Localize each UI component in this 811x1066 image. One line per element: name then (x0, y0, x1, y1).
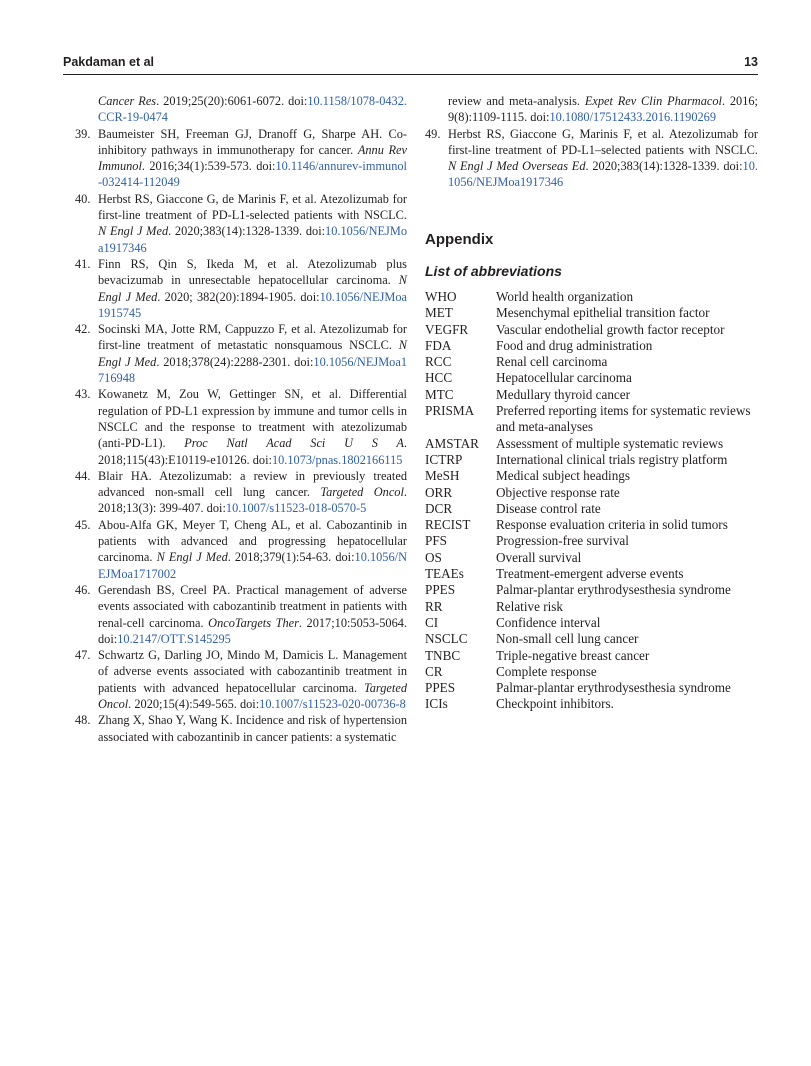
reference-segment: Herbst RS, Giaccone G, Marinis F, et al. Atezolizumab for first-line treatment of PD-L1–selected patients with NSCLC. (448, 126, 758, 157)
abbreviation-code: HCC (425, 370, 453, 386)
reference-item (75, 517, 407, 582)
reference-text (98, 713, 407, 743)
abbreviation-meaning: World health organization (496, 289, 634, 304)
abbreviation-meaning: Vascular endothelial growth factor receptor (496, 321, 725, 337)
abbreviation-meaning: Response evaluation criteria in solid tumors (496, 517, 728, 533)
reference-segment: . 2017;10:5053-5064. doi: (98, 615, 407, 646)
abbreviations-subheading: List of abbreviations (425, 263, 562, 279)
page-header (63, 55, 758, 73)
abbreviation-code: TEAEs (425, 566, 464, 582)
doi-link[interactable]: 10.1056/NEJMoa1716948 (98, 354, 407, 386)
abbreviation-row (425, 648, 765, 664)
reference-text (98, 387, 407, 466)
journal-name: N Engl J Med (98, 338, 407, 369)
reference-segment: . 2019;25(20):6061-6072. doi: (156, 94, 308, 108)
reference-segment: . 2018;115(43):E10119-e10126. doi: (98, 436, 407, 467)
reference-number: 49. (425, 126, 441, 141)
reference-text (98, 583, 407, 646)
reference-segment: review and meta-analysis. (448, 94, 585, 108)
reference-item (75, 191, 407, 256)
reference-item (75, 321, 407, 386)
journal-name: Expet Rev Clin Pharmacol (584, 94, 722, 108)
abbreviation-meaning: Progression-free survival (496, 533, 629, 549)
reference-item (75, 468, 407, 517)
doi-link[interactable]: 10.1056/NEJMoa1717002 (98, 550, 407, 581)
abbreviation-code: PPES (425, 680, 456, 696)
abbreviation-row (425, 533, 765, 549)
abbreviation-row (425, 468, 765, 484)
abbreviation-meaning: Relative risk (496, 598, 564, 614)
reference-item (75, 256, 407, 321)
reference-number: 47. (75, 648, 91, 663)
journal-name: Targeted Oncol (320, 485, 404, 500)
reference-segment: . 2020;383(14):1328-1339. doi: (168, 224, 326, 239)
abbreviation-meaning: Overall survival (496, 549, 582, 565)
reference-text (98, 518, 407, 581)
reference-text (448, 94, 758, 124)
doi-link[interactable]: 10.1073/pnas.1802166115 (271, 452, 403, 467)
reference-number: 41. (75, 256, 91, 271)
reference-number: 44. (75, 468, 91, 483)
doi-link[interactable]: 10.1007/s11523-018-0570-5 (225, 501, 367, 516)
reference-segment: Kowanetz M, Zou W, Gettinger SN, et al. Differential regulation of PD-L1 expression by immune and tumor cells in NSCLC and the response to treatment with atezolizumab (anti-PD-L1). (98, 387, 407, 451)
reference-segment: Abou-Alfa GK, Meyer T, Cheng AL, et al. Cabozantinib in patients with advanced and progressing hepatocellular carcinoma. (98, 517, 407, 565)
reference-segment: Blair HA. Atezolizumab: a review in previously treated advanced non-small cell lung cancer. (98, 468, 407, 500)
abbreviation-row (425, 485, 765, 501)
reference-number: 46. (75, 582, 91, 597)
reference-number: 40. (75, 191, 91, 206)
reference-text (98, 192, 407, 255)
abbreviation-meaning: Non-small cell lung cancer (496, 631, 639, 647)
journal-name: Annu Rev Immunol (98, 142, 407, 174)
doi-link[interactable]: 10.1056/NEJMoa1917346 (448, 159, 758, 190)
doi-link[interactable]: 10.1007/s11523-020-00736-8 (259, 696, 406, 711)
abbreviation-row (425, 354, 765, 370)
reference-segment: Schwartz G, Darling JO, Mindo M, Damicis L. Management of adverse events associated with cabozantinib treatment in patients with advanced hepatocellular carcinoma. (98, 648, 407, 695)
reference-segment: . 2018;13(3): 399-407. doi: (98, 485, 408, 516)
reference-segment: . 2018;378(24):2288-2301. doi: (156, 354, 314, 369)
abbreviation-meaning: Preferred reporting items for systematic reviews and meta-analyses (496, 403, 751, 435)
reference-segment: Zhang X, Shao Y, Wang K. Incidence and risk of hypertension associated with cabozantinib in cancer patients: a systematic (98, 713, 407, 744)
abbreviation-meaning: Assessment of multiple systematic reviews (496, 435, 724, 451)
abbreviation-code: WHO (425, 289, 457, 304)
header-rule (63, 74, 758, 75)
abbreviation-code: AMSTAR (425, 435, 479, 451)
journal-name: Targeted Oncol (98, 680, 407, 711)
reference-text (98, 322, 407, 385)
abbreviation-row (425, 615, 765, 631)
abbreviation-row (425, 305, 765, 321)
abbreviation-code: MET (425, 305, 453, 321)
reference-item (75, 93, 407, 126)
reference-text (98, 469, 407, 516)
reference-text (98, 648, 407, 711)
abbreviation-meaning: Checkpoint inhibitors. (496, 696, 614, 712)
abbreviation-row (425, 696, 765, 712)
doi-link[interactable]: 10.1056/NEJMoa1917346 (98, 224, 407, 255)
abbreviation-meaning: Triple-negative breast cancer (496, 647, 650, 663)
doi-link[interactable]: 10.1056/NEJMoa1915745 (98, 289, 407, 320)
page-number: 13 (744, 55, 758, 69)
reference-item (75, 126, 407, 191)
abbreviation-meaning: Medullary thyroid cancer (496, 386, 631, 402)
abbreviation-row (425, 599, 765, 615)
abbreviation-row (425, 582, 765, 598)
abbreviation-row (425, 338, 765, 354)
abbreviation-meaning: Objective response rate (496, 484, 620, 500)
reference-segment: . 2020;383(14):1328-1339. doi: (585, 159, 743, 174)
journal-name: N Engl J Med (98, 224, 169, 239)
journal-name: N Engl J Med (98, 273, 407, 304)
doi-link[interactable]: 10.2147/OTT.S145295 (117, 631, 231, 646)
abbreviation-code: PFS (425, 533, 448, 549)
abbreviation-row (425, 664, 765, 680)
abbreviation-code: PPES (425, 582, 456, 598)
abbreviation-meaning: Complete response (496, 663, 597, 679)
reference-item (75, 647, 407, 712)
reference-number: 43. (75, 387, 91, 402)
abbreviation-code: VEGFR (425, 321, 469, 337)
abbreviation-code: MTC (425, 386, 454, 402)
abbreviation-code: TNBC (425, 647, 461, 663)
reference-segment: . 2016; 9(8):1109-1115. doi: (448, 94, 758, 125)
reference-list-left (75, 93, 407, 745)
reference-item (425, 93, 758, 126)
abbreviation-row (425, 501, 765, 517)
journal-name: N Engl J Med (156, 550, 228, 565)
running-author: Pakdaman et al (63, 55, 155, 69)
left-column (75, 93, 407, 745)
reference-text (448, 127, 758, 190)
journal-name: OncoTargets Ther (208, 615, 299, 630)
abbreviation-row (425, 517, 765, 533)
appendix-heading: Appendix (425, 231, 494, 248)
abbreviation-meaning: Palmar-plantar erythrodysesthesia syndrome (496, 680, 731, 696)
reference-segment: Socinski MA, Jotte RM, Cappuzzo F, et al. Atezolizumab for first-line treatment of metastatic nonsquamous NSCLC. (98, 322, 407, 353)
abbreviation-code: CR (425, 663, 443, 679)
abbreviation-code: NSCLC (425, 631, 468, 647)
reference-text (98, 257, 407, 320)
abbreviation-meaning: Palmar-plantar erythrodysesthesia syndrome (496, 582, 731, 598)
abbreviation-row (425, 289, 765, 305)
abbreviation-table (425, 289, 765, 713)
abbreviation-row (425, 452, 765, 468)
reference-number: 48. (75, 713, 91, 728)
abbreviation-row (425, 387, 765, 403)
abbreviation-row (425, 550, 765, 566)
abbreviation-meaning: Treatment-emergent adverse events (496, 566, 684, 582)
reference-segment: Finn RS, Qin S, Ikeda M, et al. Atezolizumab plus bevacizumab in unresectable hepatocellular carcinoma. (98, 256, 407, 288)
reference-segment: . 2020; 382(20):1894-1905. doi: (157, 289, 320, 304)
doi-link[interactable]: 10.1158/1078-0432.CCR-19-0474 (98, 94, 407, 125)
abbreviation-meaning: International clinical trials registry platform (496, 451, 728, 467)
reference-item (75, 386, 407, 467)
doi-link[interactable]: 10.1146/annurev-immunol-032414-112049 (98, 159, 407, 190)
abbreviation-code: PRISMA (425, 403, 475, 419)
abbreviation-code: RCC (425, 354, 452, 370)
abbreviation-meaning: Hepatocellular carcinoma (496, 370, 632, 386)
reference-segment: Gerendash BS, Creel PA. Practical management of adverse events associated with cabozantinib treatment in patients with renal-cell carcinoma. (98, 582, 407, 630)
reference-text (98, 127, 407, 190)
journal-name: Proc Natl Acad Sci U S A (184, 436, 404, 451)
abbreviation-code: ORR (425, 484, 453, 500)
journal-name: N Engl J Med Overseas Ed (448, 159, 586, 174)
abbreviation-meaning: Medical subject headings (496, 468, 631, 484)
reference-item (75, 712, 407, 745)
abbreviation-row (425, 631, 765, 647)
journal-name: Cancer Res (98, 94, 157, 108)
doi-link[interactable]: 10.1080/17512433.2016.1190269 (549, 110, 717, 125)
abbreviation-code: MeSH (425, 468, 460, 484)
reference-item (425, 126, 758, 191)
reference-text (98, 94, 407, 124)
abbreviation-row (425, 322, 765, 338)
reference-segment: . 2020;15(4):549-565. doi: (128, 696, 260, 711)
reference-segment: . 2016;34(1):539-573. doi: (141, 159, 276, 174)
reference-list-right (425, 93, 758, 191)
abbreviation-meaning: Food and drug administration (496, 337, 653, 353)
abbreviation-row (425, 403, 765, 436)
reference-segment: Baumeister SH, Freeman GJ, Dranoff G, Sharpe AH. Co-inhibitory pathways in immunotherapy for cancer. (98, 126, 407, 157)
abbreviation-code: RECIST (425, 517, 471, 533)
abbreviation-meaning: Mesenchymal epithelial transition factor (496, 305, 710, 321)
reference-number: 42. (75, 322, 91, 337)
right-column (425, 93, 758, 712)
reference-item (75, 582, 407, 647)
abbreviation-meaning: Confidence interval (496, 614, 601, 630)
reference-number: 39. (75, 126, 91, 141)
abbreviation-row (425, 680, 765, 696)
abbreviation-code: RR (425, 598, 443, 614)
reference-number: 45. (75, 517, 91, 532)
abbreviation-meaning: Disease control rate (496, 500, 601, 516)
abbreviation-code: DCR (425, 500, 453, 516)
abbreviation-row (425, 370, 765, 386)
abbreviation-code: FDA (425, 337, 452, 353)
abbreviation-code: ICIs (425, 696, 448, 712)
abbreviation-code: OS (425, 549, 442, 565)
abbreviation-code: ICTRP (425, 451, 463, 467)
reference-segment: Herbst RS, Giaccone G, de Marinis F, et al. Atezolizumab for first-line treatment of PD-L1-selected patients with NSCLC. (98, 191, 407, 223)
abbreviation-meaning: Renal cell carcinoma (496, 354, 608, 370)
abbreviation-row (425, 566, 765, 582)
abbreviation-code: CI (425, 614, 439, 630)
reference-segment: . 2018;379(1):54-63. doi: (227, 550, 355, 565)
abbreviation-row (425, 436, 765, 452)
